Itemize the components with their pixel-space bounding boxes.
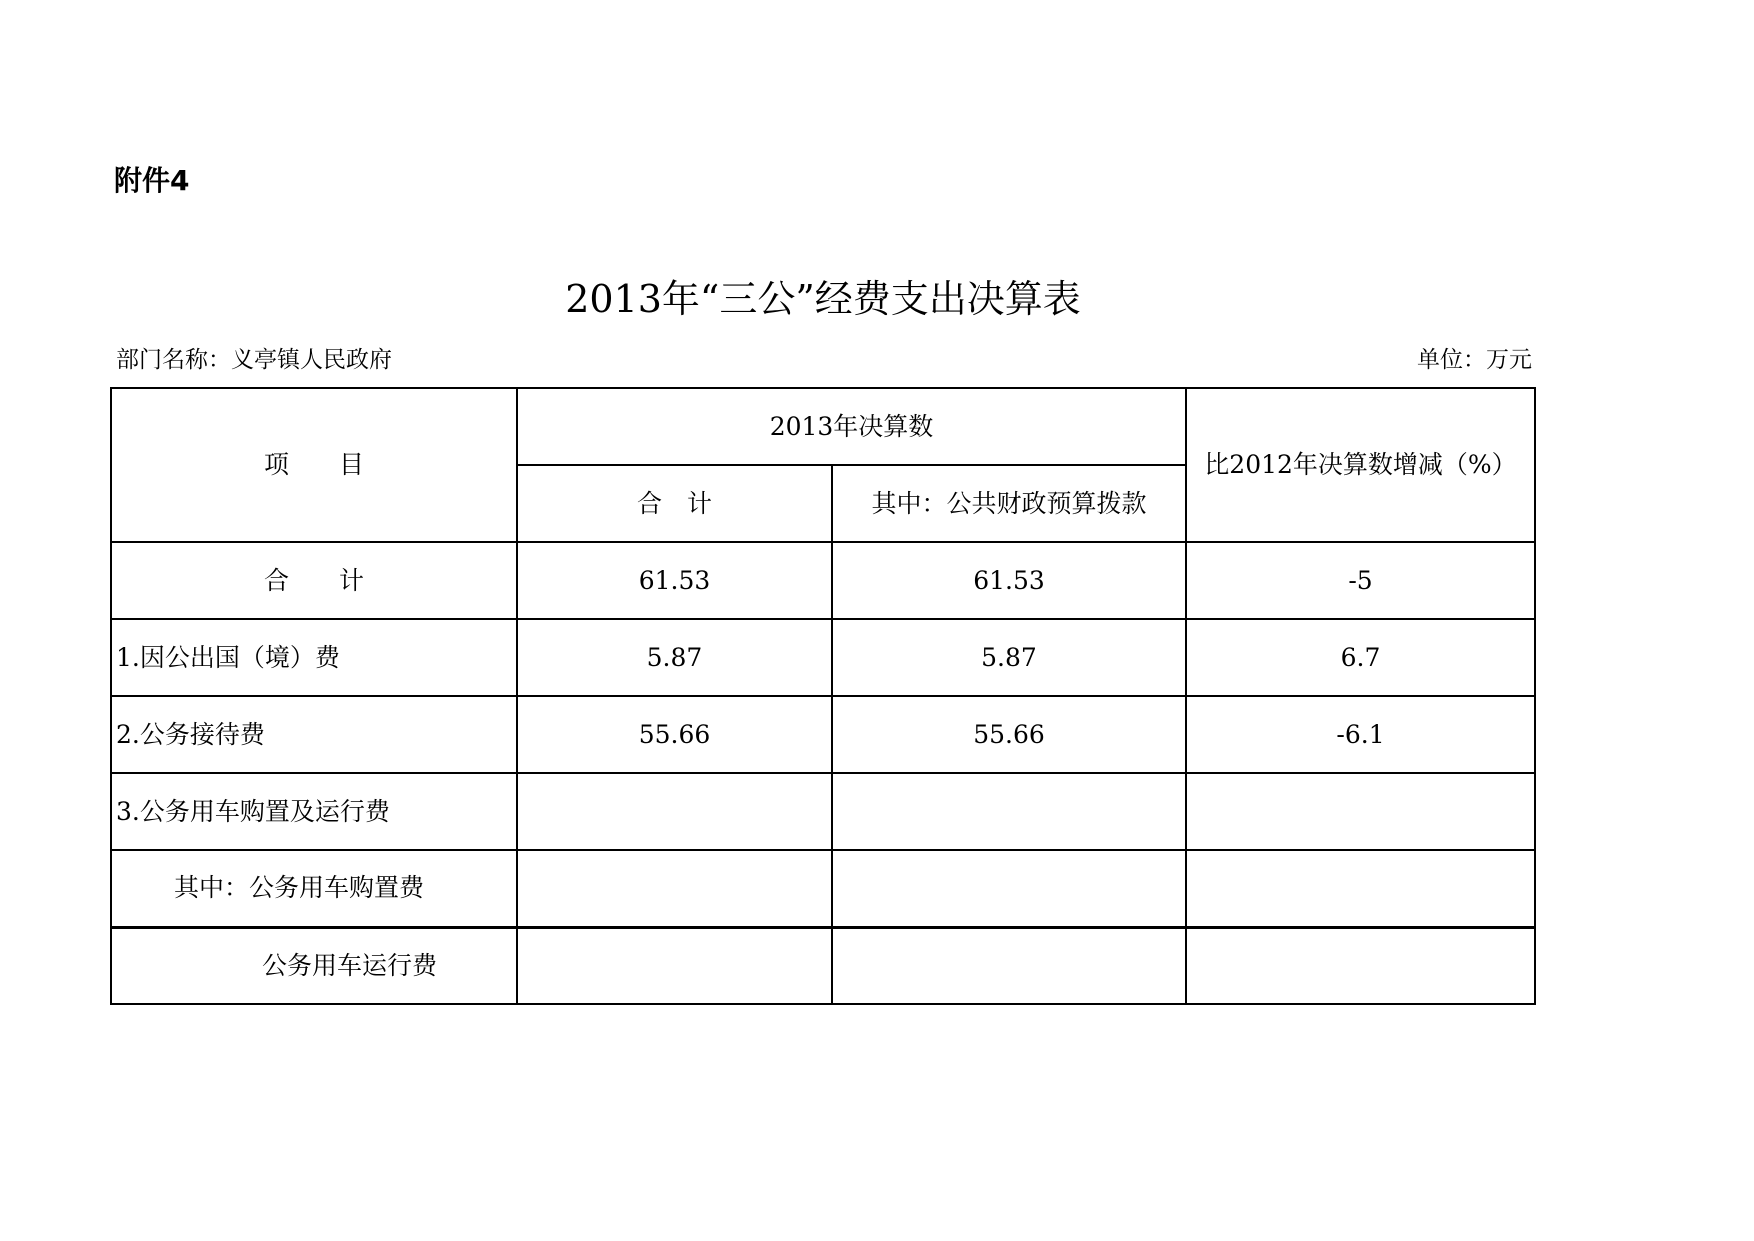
row-public-budget: [832, 927, 1186, 1004]
expense-table: [110, 387, 1536, 1005]
department-name: 部门名称：义亭镇人民政府: [116, 347, 392, 373]
row-total: [517, 850, 832, 927]
row-change: [1186, 927, 1535, 1004]
row-total: [517, 773, 832, 850]
row-total: 61.53: [517, 542, 832, 619]
page-title: 2013年“三公”经费支出决算表: [565, 277, 1081, 321]
table-row: [111, 542, 1535, 619]
header-public-budget: 其中：公共财政预算拨款: [832, 465, 1186, 542]
table-row: [111, 619, 1535, 696]
row-change: [1186, 850, 1535, 927]
row-public-budget: [832, 773, 1186, 850]
row-label: 合 计: [111, 542, 517, 619]
row-public-budget: 55.66: [832, 696, 1186, 773]
row-total: [517, 927, 832, 1004]
row-label: 公务用车运行费: [111, 927, 517, 1004]
attachment-label: 附件4: [114, 164, 190, 197]
row-label: 1.因公出国（境）费: [111, 619, 517, 696]
header-change: 比2012年决算数增减（%）: [1186, 388, 1535, 542]
unit-label: 单位：万元: [1417, 347, 1532, 373]
table-row: [111, 927, 1535, 1004]
table-row: [111, 850, 1535, 927]
header-item: 项 目: [111, 388, 517, 542]
header-2013-final: 2013年决算数: [517, 388, 1186, 465]
row-total: 55.66: [517, 696, 832, 773]
row-public-budget: 61.53: [832, 542, 1186, 619]
row-change: -5: [1186, 542, 1535, 619]
table-row: [111, 773, 1535, 850]
row-total: 5.87: [517, 619, 832, 696]
row-label: 3.公务用车购置及运行费: [111, 773, 517, 850]
table-row: [111, 696, 1535, 773]
row-change: [1186, 773, 1535, 850]
row-change: -6.1: [1186, 696, 1535, 773]
row-public-budget: 5.87: [832, 619, 1186, 696]
header-total: 合 计: [517, 465, 832, 542]
row-change: 6.7: [1186, 619, 1535, 696]
row-label: 2.公务接待费: [111, 696, 517, 773]
row-public-budget: [832, 850, 1186, 927]
row-label: 其中：公务用车购置费: [111, 850, 517, 927]
